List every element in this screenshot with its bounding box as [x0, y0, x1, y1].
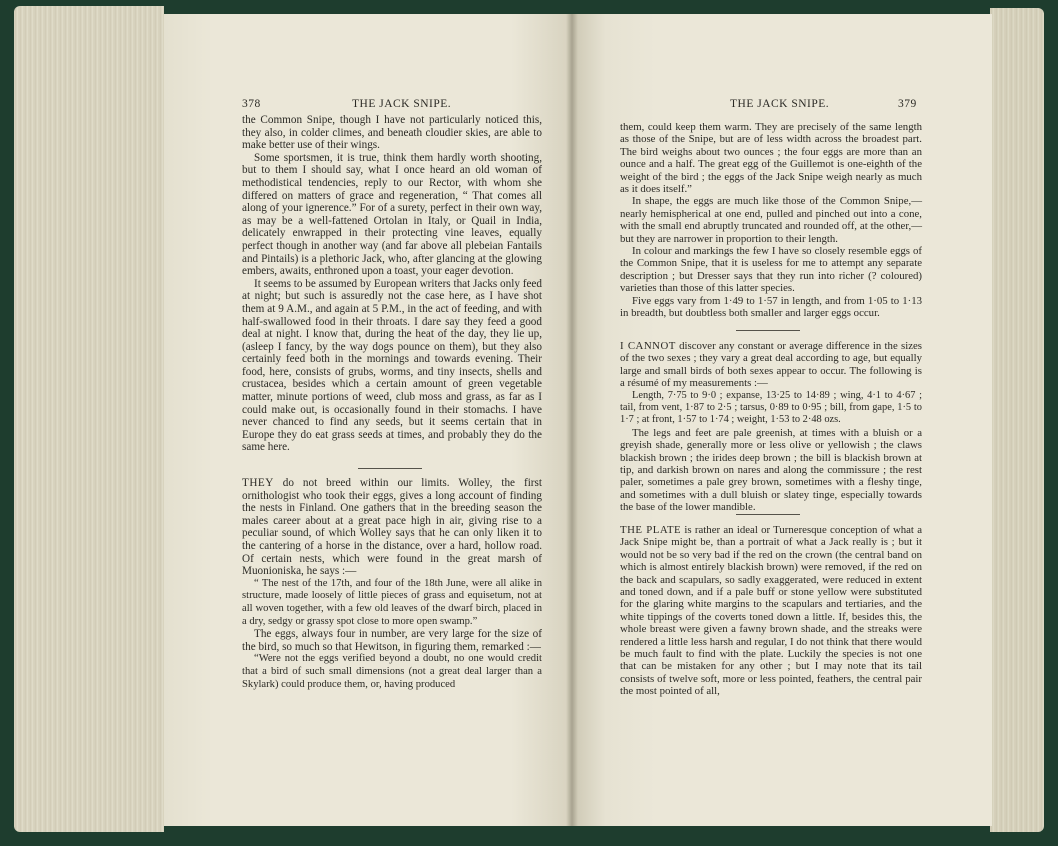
left-running-head: THE JACK SNIPE. — [352, 98, 452, 110]
quote: “ The nest of the 17th, and four of the 18th June, were all alike in structure, made loosely of little pieces of grass and equisetum, not at all woven together, with a few old leaves of the dwarf birch, placed in a dry, sedgy or grassy spot close to more open swamp.” — [242, 577, 542, 627]
paragraph: In colour and markings the few I have so closely resemble eggs of the Common Snipe, that it is useless for me to attempt any separate description ; but Dresser says that they run into richer (? coloured) varieties than those of this latter species. — [620, 245, 922, 295]
right-column-bottom — [620, 524, 922, 698]
paragraph — [620, 524, 922, 698]
book-gutter — [566, 14, 578, 826]
paragraph-text: discover any constant or average difference in the sizes of the two sexes ; they vary a great deal according to age, but equally large and small birds of both sexes appear to occur. The following is a résumé of my measurements :— — [620, 340, 922, 390]
right-column-top — [620, 121, 922, 320]
paragraph — [620, 340, 922, 390]
paragraph: In shape, the eggs are much like those of the Common Snipe,— nearly hemispherical at one end, pulled and pinched out into a cone, with the small end abruptly truncated and rounded off, at the other,—but they are narrower in proportion to their length. — [620, 195, 922, 245]
measurements: Length, 7·75 to 9·0 ; expanse, 13·25 to 14·89 ; wing, 4·1 to 4·67 ; tail, from vent, 1·87 to 2·5 ; tarsus, 0·89 to 0·95 ; bill, from gape, 1·5 to 1·7 ; at front, 1·57 to 1·74 ; weight, 1·53 to 2·48 ozs. — [620, 389, 922, 426]
paragraph — [242, 477, 542, 578]
quote: “Were not the eggs verified beyond a doubt, no one would credit that a bird of such small dimensions (not a great deal larger than a Skylark) could produce them, or, having produced — [242, 653, 542, 690]
paragraph: The eggs, always four in number, are very large for the size of the bird, so much so that Hewitson, in figuring them, remarked :— — [242, 628, 542, 653]
right-page-number: 379 — [898, 98, 917, 110]
paragraph-text: is rather an ideal or Turneresque conception of what a Jack Snipe might be, than a portrait of what a Jack really is ; but it would not be so very bad if the red on the crown (the central band on which is almost entirely blackish brown) were removed, if the red on the back and scapulars, so sadly exaggerated, were reduced in extent and toned down, and if a pale buff or stone yellow were substituted for the glaring white margins to the scapulars and tertiaries, and the white tippings of the coverts toned down a little. If, besides this, the whole breast were given a fawny brown shade, and the streaks were rendered a little less harsh and regular, I do not think that there would be much fault to find with the plate. Luckily the species is not one that can be mistaken for any other ; but I may note that its tail consists of twelve soft, more or less pointed, feathers, the central pair the most pointed of all, — [620, 524, 922, 698]
left-column-top — [242, 114, 542, 454]
right-running-head: THE JACK SNIPE. — [730, 98, 830, 110]
left-page-number: 378 — [242, 98, 261, 110]
quote: them, could keep them warm. They are precisely of the same length as those of the Snipe, but are of less width across the broadest part. The bird weighs about two ounces ; the four eggs are more than an ounce and a half. The great egg of the Guillemot is one-eighth of the weight of the bird ; the eggs of the Jack Snipe weigh nearly as much as it does itself.” — [620, 121, 922, 196]
paragraph-text: do not breed within our limits. Wolley, the first ornithologist who took their eggs, gives a long account of finding the nests in Finland. One gathers that in the breeding season the males career about at a great pace high in air, giving rise to a peculiar sound, of which Wolley says that he can only liken it to the cantering of a horse in the distance, over a hard, hollow road. Of certain nests, which were found in the great marsh of Muonioniska, he says :— — [242, 477, 542, 578]
page-edges-right — [990, 8, 1044, 832]
section-divider — [736, 330, 800, 331]
paragraph: Five eggs vary from 1·49 to 1·57 in length, and from 1·05 to 1·13 in breadth, but doubtless both smaller and larger eggs occur. — [620, 294, 922, 320]
section-divider — [736, 514, 800, 515]
section-divider — [358, 468, 422, 469]
paragraph: The legs and feet are pale greenish, at times with a bluish or a greyish shade, generally more or less olive or yellowish ; the claws blackish brown ; the irides deep brown ; the bill is blackish brown at tip, and darkish brown on nares and along the commissure ; the rest paler, sometimes a pale grey brown, sometimes with a fleshy tinge, and sometimes with a dull bluish or slatey tinge, especially towards the base of the lower mandible. — [620, 426, 922, 514]
paragraph: Some sportsmen, it is true, think them hardly worth shooting, but to them I should say, what I once heard an old woman of methodistical tendencies, reply to our Rector, with whom she differed on matters of grace and regeneration, “ That comes all along of your ignerence.” For of a surety, perfect in their own way, as may be a well-fattened Ortolan in Italy, or Quail in India, delicately enwrapped in their protecting vine leaves, equally perfect though in another way (and far above all plebeian Fantails and Pintails) is a plethoric Jack, who, after glancing at the glowing embers, awaits, enthroned upon a toast, your eager devotion. — [242, 151, 542, 278]
section-lead: THE PLATE — [620, 524, 682, 536]
left-column-bottom — [242, 477, 542, 691]
page-edges-left — [14, 6, 164, 832]
paragraph: It seems to be assumed by European writers that Jacks only feed at night; but such is assuredly not the case here, as I have shot them at 9 A.M., and again at 5 P.M., in the act of feeding, and with half-swallowed food in their throats. I dare say they feed a good deal at night. I know that, during the heat of the day, they lie up, (asleep I fancy, by the way dogs pounce on them), but they also certainly feed both in the mornings and towards evening. Their food, here, consists of grubs, worms, and tiny insects, shells and crustacea, besides which a certain amount of green vegetable matter, minute portions of weed, club moss and grass, as far as I could make out, is occasionally found in their stomachs. I have never chanced to find any seeds, but it seems certain that in Europe they do eat grass seeds at times, and probably they do the same here. — [242, 277, 542, 454]
section-lead: I CANNOT — [620, 340, 676, 352]
paragraph: the Common Snipe, though I have not particularly noticed this, they also, in colder climes, and beneath cloudier skies, are able to make better use of their wings. — [242, 114, 542, 152]
section-lead: THEY — [242, 477, 274, 489]
right-column-middle — [620, 340, 922, 514]
